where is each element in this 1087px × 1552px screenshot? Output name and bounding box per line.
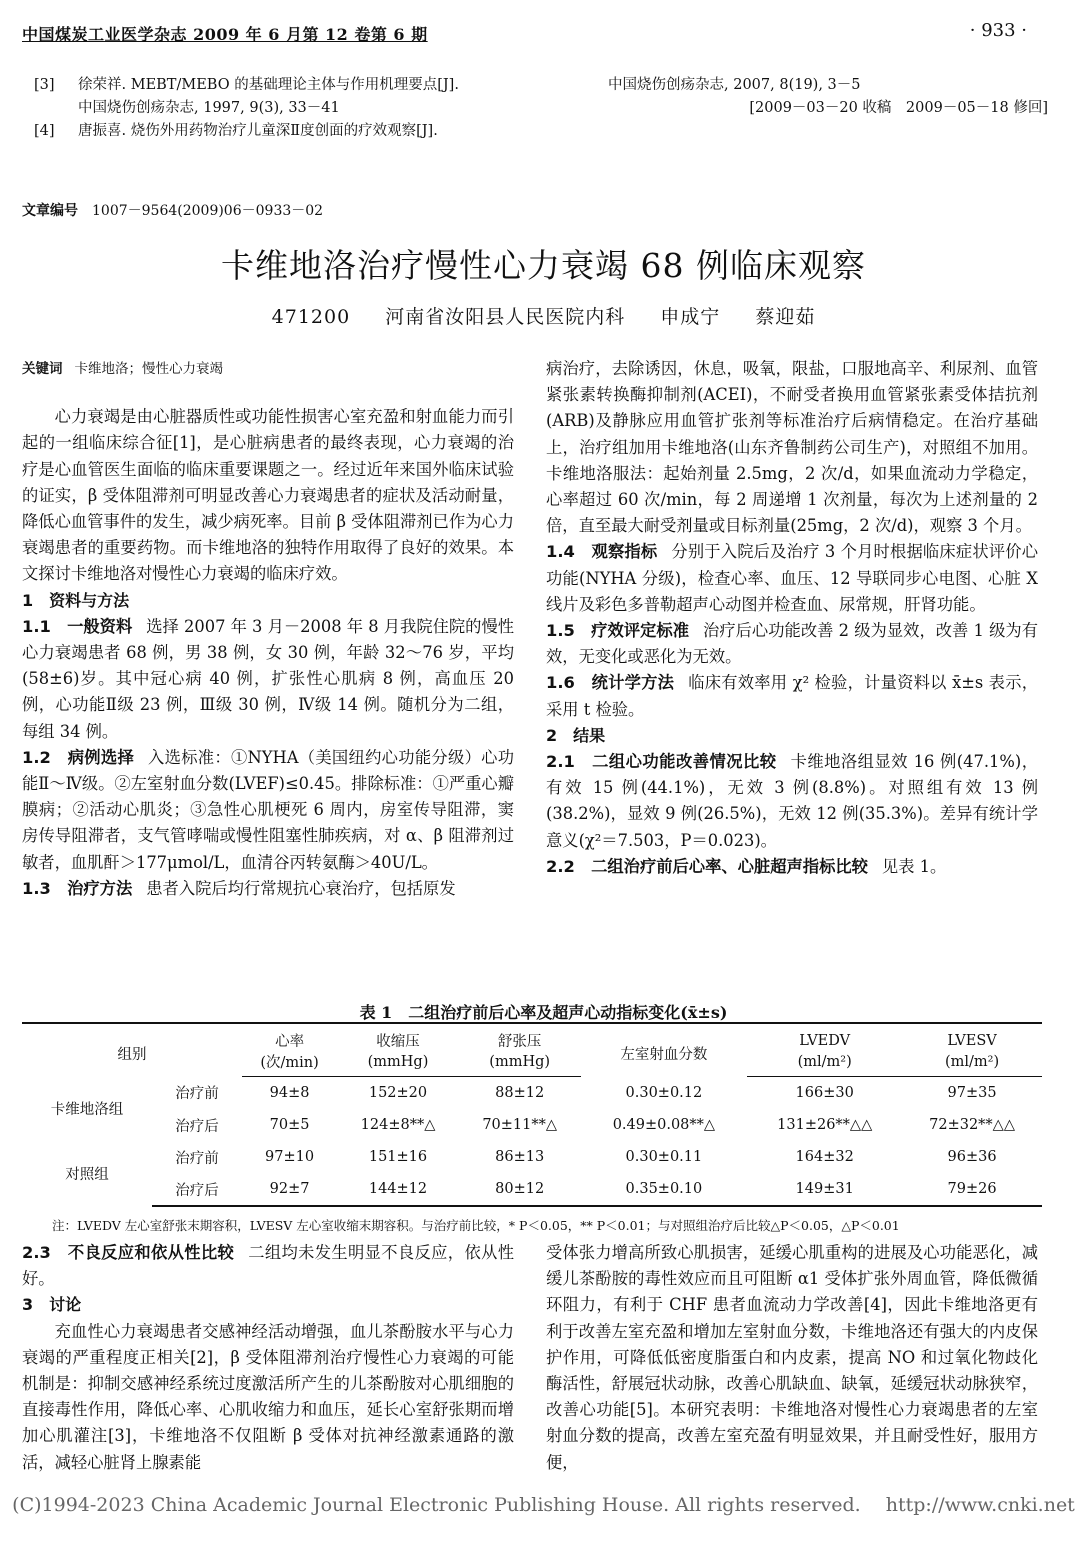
section-2-1: 2.1 二组心功能改善情况比较 卡维地洛组显效 16 例(47.1%)，有效 15 例(44.1%)，无效 3 例(8.8%)。对照组有效 13 例(38.2%)，显效 9 例(26.5%)，无效 12 例(35.3%)。差异有统计学意义(χ²＝7.503，P＝0.023)。 (546, 752, 1039, 850)
author-1: 申成宁 (660, 306, 721, 328)
section-1-1: 1.1 一般资料 选择 2007 年 3 月－2008 年 8 月我院住院的慢性心力衰竭患者 68 例，男 38 例，女 30 例，年龄 32～76 岁，平均(58±6)岁。其中冠心病 40 例，扩张性心肌病 8 例，高血压 20 例，心功能Ⅱ级 23 例，Ⅲ级 30 例，Ⅳ级 14 例。随机分为二组，每组 34 例。 (22, 616, 515, 741)
group-carvedilol: 卡维地洛组 (50, 1102, 124, 1119)
section-2-heading: 2 结果 (546, 725, 606, 745)
table-cell: 152±20 (368, 1085, 428, 1101)
table-cell: 164±32 (795, 1149, 854, 1165)
table-cell: 0.35±0.10 (581, 1173, 748, 1206)
table-1-title: 表 1 二组治疗前后心率及超声心动指标变化(x̄±s) (359, 1003, 728, 1022)
phase-after: 治疗后 (152, 1173, 242, 1206)
section-1-3: 1.3 治疗方法 患者入院后均行常规抗心衰治疗，包括原发 (22, 878, 456, 898)
affiliation: 河南省汝阳县人民医院内科 (385, 306, 626, 328)
postcode: 471200 (271, 306, 351, 328)
table-cell: 72±32**△△ (929, 1117, 1015, 1133)
header-lvef: 左室射血分数 (581, 1023, 748, 1077)
table-cell: 92±7 (242, 1173, 337, 1206)
reference-3-cont: 中国烧伤创疡杂志, 1997, 9(3), 33－41 (78, 100, 340, 116)
section-1-2: 1.2 病例选择 入选标准：①NYHA（美国纽约心功能分级）心功能Ⅱ～Ⅳ级。②左室射血分数(LVEF)≤0.45。排除标准：①严重心瓣膜病；②活动心肌炎；③急性心肌梗死 6 周内，房室传导阻滞，窦房传导阻滞者，支气管哮喘或慢性阻塞性肺疾病，对 α、β 阻滞剂过敏者，血肌酐＞177μmol/L，血清谷丙转氨酶＞40U/L。 (22, 747, 515, 872)
references-left (34, 74, 514, 143)
page-number: · 933 · (969, 20, 1027, 41)
section-1-heading: 1 资料与方法 (22, 590, 130, 610)
copyright-footer: (C)1994-2023 China Academic Journal Electronic Publishing House. All rights reserved. http://www.cnki.net (12, 1494, 1075, 1516)
table-cell: 144±12 (337, 1173, 459, 1206)
table-cell: 94±8 (269, 1085, 310, 1101)
references-right (608, 74, 1048, 120)
section-2-3: 2.3 不良反应和依从性比较 二组均未发生明显不良反应，依从性好。 (22, 1243, 514, 1289)
table-row (22, 1077, 1042, 1110)
article-number: 文章编号 1007－9564(2009)06－0933－02 (22, 203, 324, 219)
table-cell: 96±36 (947, 1149, 997, 1165)
table-cell: 0.30±0.11 (625, 1149, 703, 1165)
table-cell: 0.30±0.12 (625, 1084, 703, 1101)
table-cell: 70±5 (269, 1117, 310, 1133)
phase-before: 治疗前 (175, 1086, 219, 1103)
table-cell: 124±8**△ (360, 1117, 436, 1133)
header-lvedv: LVEDV (747, 1023, 902, 1051)
left-column (22, 356, 514, 902)
authors-line (0, 302, 1087, 329)
section-2-2: 2.2 二组治疗前后心率、心脏超声指标比较 见表 1。 (546, 856, 947, 876)
table-row (22, 1109, 1042, 1141)
section-1-6: 1.6 统计学方法 临床有效率用 χ² 检验，计量资料以 x̄±s 表示，采用 t 检验。 (546, 673, 1039, 719)
table-1-note: 注：LVEDV 左心室舒张末期容积，LVESV 左心室收缩末期容积。与治疗前比较，* P＜0.05，** P＜0.01；与对照组治疗后比较△P＜0.05，△P＜0.01 (52, 1218, 900, 1233)
header-group: 组别 (22, 1023, 242, 1077)
header-lvesv: LVESV (902, 1023, 1042, 1051)
table-1 (22, 1022, 1042, 1207)
header-hr: 心率 (242, 1023, 337, 1051)
section-3-heading: 3 讨论 (22, 1295, 82, 1315)
lower-left-column (22, 1240, 514, 1476)
reference-4: [4] 唐振喜. 烧伤外用药物治疗儿童深Ⅱ度创面的疗效观察[J]. (34, 123, 438, 139)
received-date: [2009－03－20 收稿 2009－05－18 修回] (749, 100, 1048, 116)
table-cell: 97±35 (947, 1085, 997, 1101)
phase-after: 治疗后 (175, 1118, 219, 1135)
table-row (22, 1141, 1042, 1173)
header-lvedv-unit: (ml/m²) (747, 1051, 902, 1077)
table-cell: 79±26 (902, 1173, 1042, 1206)
table-cell: 88±12 (495, 1085, 545, 1101)
section-1-4: 1.4 观察指标 分别于入院后及治疗 3 个月时根据临床症状评价心功能(NYHA 分级)，检查心率、血压、12 导联同步心电图、心脏 X 线片及彩色多普勒超声心动图并检查血、尿常规，肝肾功能。 (546, 542, 1039, 614)
reference-4-cont: 中国烧伤创疡杂志, 2007, 8(19), 3－5 (608, 77, 861, 93)
running-header: 中国煤炭工业医学杂志 2009 年 6 月第 12 卷第 6 期 (22, 25, 428, 44)
table-cell: 97±10 (265, 1149, 315, 1165)
table-cell: 70±11**△ (482, 1117, 558, 1133)
table-cell: 131±26**△△ (777, 1117, 873, 1133)
article-title: 卡维地洛治疗慢性心力衰竭 68 例临床观察 (221, 246, 866, 285)
table-cell: 149±31 (747, 1173, 902, 1206)
header-hr-unit: (次/min) (242, 1051, 337, 1077)
phase-before: 治疗前 (175, 1150, 219, 1167)
header-lvesv-unit: (ml/m²) (902, 1051, 1042, 1077)
header-sbp-unit: (mmHg) (337, 1051, 459, 1077)
author-2: 蔡迎茹 (755, 306, 816, 328)
lower-right-column (546, 1240, 1038, 1476)
table-cell: 86±13 (495, 1149, 545, 1165)
header-dbp-unit: (mmHg) (459, 1051, 581, 1077)
table-cell: 151±16 (368, 1149, 428, 1165)
section-1-3-cont: 病治疗，去除诱因，休息，吸氧，限盐，口服地高辛、利尿剂、血管紧张素转换酶抑制剂(ACEI)，不耐受者换用血管紧张素受体拮抗剂(ARB)及静脉应用血管扩张剂等标准治疗后病情稳定。在治疗基础上，治疗组加用卡维地洛(山东齐鲁制药公司生产)，对照组不加用。卡维地洛服法：起始剂量 2.5mg，2 次/d，如果血流动力学稳定，心率超过 60 次/min，每 2 周递增 1 次剂量，每次为上述剂量的 2 倍，直至最大耐受剂量或目标剂量(25mg，2 次/d)，观察 3 个月。 (546, 359, 1038, 536)
keywords: 关键词 卡维地洛；慢性心力衰竭 (22, 361, 223, 377)
intro-paragraph: 心力衰竭是由心脏器质性或功能性损害心室充盈和射血能力而引起的一组临床综合征[1]，是心脏病患者的最终表现，心力衰竭的治疗是心血管医生面临的临床重要课题之一。经过近年来国外临床试验的证实，β 受体阻滞剂可明显改善心力衰竭患者的症状及活动耐量，降低心血管事件的发生，减少病死率。目前 β 受体阻滞剂已作为心力衰竭患者的重要药物。而卡维地洛的独特作用取得了良好的效果。本文探讨卡维地洛对慢性心力衰竭的临床疗效。 (22, 407, 514, 584)
table-cell: 166±30 (795, 1085, 854, 1101)
table-cell: 80±12 (459, 1173, 581, 1206)
reference-3: [3] 徐荣祥. MEBT/MEBO 的基础理论主体与作用机理要点[J]. (34, 77, 459, 93)
discussion-cont: 受体张力增高所致心肌损害，延缓心肌重构的进展及心功能恶化，减缓儿茶酚胺的毒性效应而且可阻断 α1 受体扩张外周血管，降低微循环阻力，有利于 CHF 患者血流动力学改善[4]，因此卡维地洛更有利于改善左室充盈和增加左室射血分数，卡维地洛还有强大的内皮保护作用，可降低低密度脂蛋白和内皮素，提高 NO 和过氧化物歧化酶活性，舒展冠状动脉，改善心肌缺血、缺氧，延缓冠状动脉狭窄，改善心功能[5]。本研究表明：卡维地洛对慢性心力衰竭患者的左室射血分数的提高，改善左室充盈有明显效果，并且耐受性好，服用方便， (546, 1243, 1038, 1472)
header-sbp: 收缩压 (337, 1023, 459, 1051)
table-cell: 0.49±0.08**△ (612, 1117, 716, 1133)
section-1-5: 1.5 疗效评定标准 治疗后心功能改善 2 级为显效，改善 1 级为有效，无变化或恶化为无效。 (546, 621, 1039, 667)
group-control: 对照组 (65, 1167, 109, 1183)
right-column (546, 356, 1038, 880)
header-dbp: 舒张压 (459, 1023, 581, 1051)
table-row (22, 1173, 1042, 1206)
discussion-paragraph: 充血性心力衰竭患者交感神经活动增强，血儿茶酚胺水平与心力衰竭的严重程度正相关[2]，β 受体阻滞剂治疗慢性心力衰竭的可能机制是：抑制交感神经系统过度激活所产生的儿茶酚胺对心肌细胞的直接毒性作用，降低心率、心肌收缩力和血压，延长心室舒张期而增加心肌灌注[3]，卡维地洛不仅阻断 β 受体对抗神经激素通路的激活，减轻心脏肾上腺素能 (22, 1321, 514, 1472)
